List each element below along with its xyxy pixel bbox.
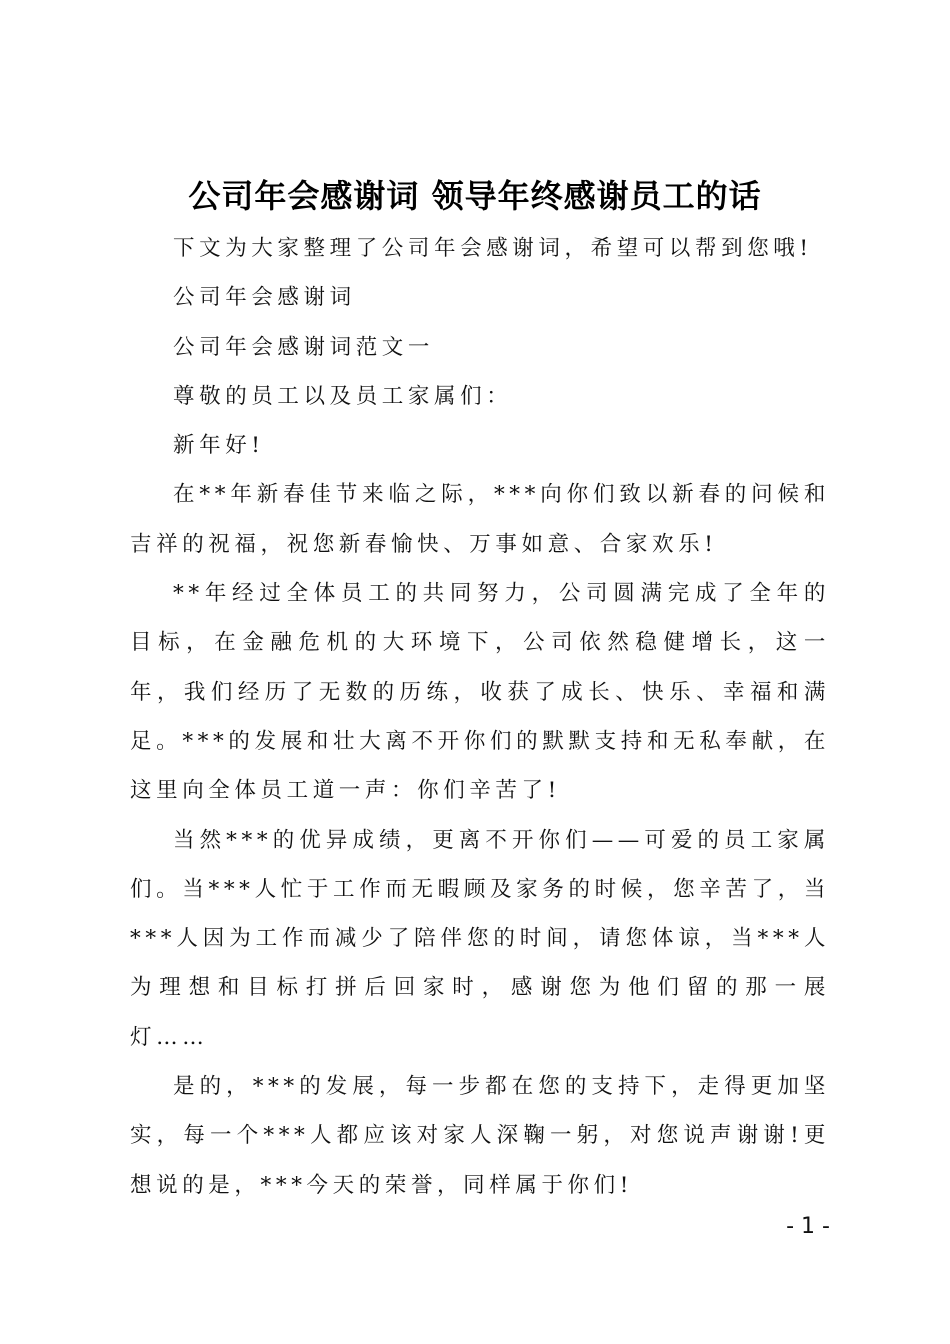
document-body (130, 224, 830, 1210)
paragraph-subheading: 公司年会感谢词范文一 (173, 334, 435, 360)
paragraph-body-2: **年经过全体员工的共同努力，公司圆满完成了全年的目标，在金融危机的大环境下，公司依然稳健增长，这一年，我们经历了无数的历练，收获了成长、快乐、幸福和满足。***的发展和壮大离不开你们的默默支持和无私奉献，在这里向全体员工道一声：你们辛苦了! (130, 581, 830, 804)
document-title: 公司年会感谢词 领导年终感谢员工的话 (188, 177, 762, 215)
paragraph-intro: 下文为大家整理了公司年会感谢词，希望可以帮到您哦! (173, 236, 813, 261)
paragraph-heading: 公司年会感谢词 (173, 285, 356, 311)
paragraph-body-3: 当然***的优异成绩，更离不开你们——可爱的员工家属们。当***人忙于工作而无暇顾及家务的时候，您辛苦了，当***人因为工作而减少了陪伴您的时间，请您体谅，当***人为理想和目标打拼后回家时，感谢您为他们留的那一展灯…… (130, 827, 830, 1050)
paragraph-greeting: 新年好! (173, 433, 265, 459)
paragraph-salutation: 尊敬的员工以及员工家属们： (173, 383, 513, 409)
paragraph-body-4: 是的，***的发展，每一步都在您的支持下，走得更加坚实，每一个***人都应该对家人深鞠一躬，对您说声谢谢!更想说的是，***今天的荣誉，同样属于你们! (130, 1074, 830, 1198)
page-number: - 1 - (786, 1214, 830, 1239)
paragraph-body-1: 在**年新春佳节来临之际，***向你们致以新春的问候和吉祥的祝福，祝您新春愉快、万事如意、合家欢乐! (130, 482, 830, 557)
